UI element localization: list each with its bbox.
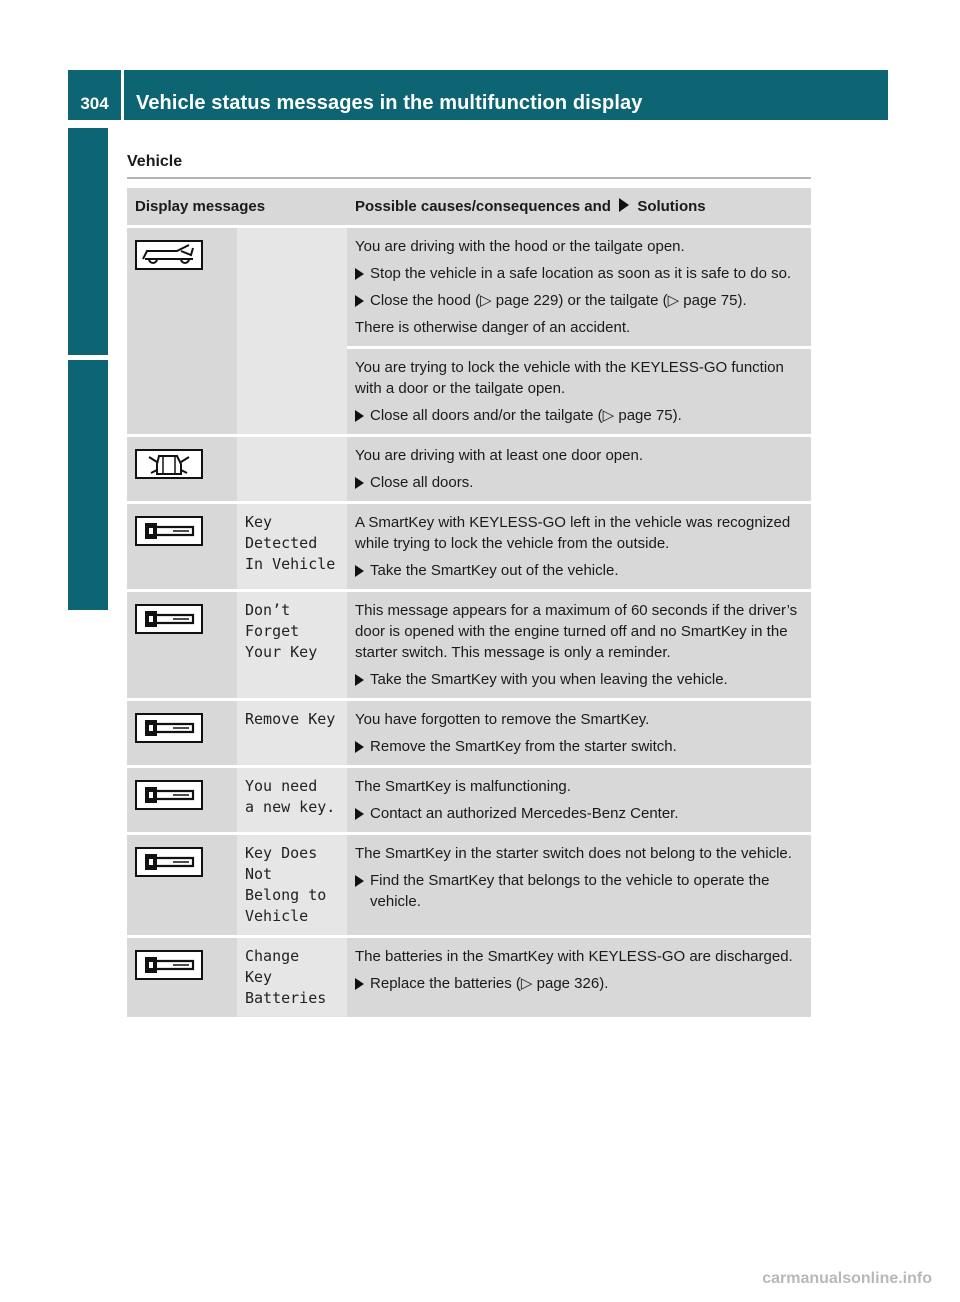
solution-step	[355, 472, 803, 493]
cause-text: You are driving with at least one door open.	[355, 447, 643, 464]
smartkey-icon-glyph	[137, 952, 201, 978]
display-message-cell	[237, 767, 347, 834]
page-title: Vehicle status messages in the multifunction display	[136, 92, 643, 114]
solution-cell	[347, 436, 811, 503]
icon-cell	[127, 937, 237, 1019]
cause-text: There is otherwise danger of an accident.	[355, 319, 631, 336]
col-solutions-text: Possible causes/consequences and	[355, 198, 611, 215]
smartkey-icon-glyph	[137, 715, 201, 741]
icon-cell	[127, 503, 237, 591]
step-text: Contact an authorized Mercedes-Benz Center.	[370, 805, 679, 822]
door-open-icon-glyph	[137, 451, 201, 477]
icon-cell	[127, 834, 237, 937]
hood-tailgate-open-icon	[135, 240, 203, 270]
solution-cell	[347, 937, 811, 1019]
smartkey-icon-glyph	[137, 518, 201, 544]
solution-cell	[347, 767, 811, 834]
solution-cell	[347, 834, 811, 937]
cause-text: You are driving with the hood or the tailgate open.	[355, 238, 685, 255]
icon-cell	[127, 767, 237, 834]
step-arrow-icon	[355, 674, 364, 686]
display-message-cell	[237, 503, 347, 591]
step-text: Replace the batteries (▷ page 326).	[370, 975, 609, 992]
section-title: Vehicle	[127, 153, 811, 179]
cause-text: This message appears for a maximum of 60 seconds if the driver’s door is opened with the engine turned off and no SmartKey in the starter switch. This message is only a reminder.	[355, 602, 798, 661]
solution-step	[355, 870, 803, 912]
table-header-row	[127, 188, 811, 227]
col-solutions-tail: Solutions	[637, 198, 706, 215]
step-arrow-icon	[355, 875, 364, 887]
table-row	[127, 700, 811, 767]
step-text: Stop the vehicle in a safe location as soon as it is safe to do so.	[370, 265, 792, 282]
display-message-cell	[237, 591, 347, 700]
smartkey-icon-glyph	[137, 782, 201, 808]
smartkey-icon	[135, 516, 203, 546]
step-arrow-icon	[355, 741, 364, 753]
display-message-cell	[237, 436, 347, 503]
solution-step	[355, 736, 803, 757]
solution-cell	[347, 227, 811, 348]
smartkey-icon	[135, 780, 203, 810]
status-messages-table	[127, 188, 811, 1020]
solution-arrow-icon	[619, 198, 629, 212]
step-arrow-icon	[355, 978, 364, 990]
step-arrow-icon	[355, 410, 364, 422]
step-text: Close all doors.	[370, 474, 474, 491]
display-message-text: Key Does Not Belong to Vehicle	[245, 844, 327, 925]
table-row	[127, 436, 811, 503]
display-message-cell	[237, 937, 347, 1019]
step-arrow-icon	[355, 565, 364, 577]
page-number: 304	[68, 70, 124, 120]
solution-step	[355, 669, 803, 690]
solution-step	[355, 973, 803, 994]
cause-text: The batteries in the SmartKey with KEYLESS-GO are discharged.	[355, 948, 793, 965]
display-message-cell	[237, 227, 347, 436]
solution-step	[355, 405, 803, 426]
solution-cell	[347, 348, 811, 436]
col-display-messages: Display messages	[127, 188, 347, 227]
table-row	[127, 503, 811, 591]
step-text: Close all doors and/or the tailgate (▷ page 75).	[370, 407, 682, 424]
side-tab-label: Practical hints	[76, 416, 99, 554]
solution-step	[355, 263, 803, 284]
table-row	[127, 937, 811, 1019]
step-arrow-icon	[355, 295, 364, 307]
cause-text: The SmartKey in the starter switch does not belong to the vehicle.	[355, 845, 792, 862]
icon-cell	[127, 591, 237, 700]
display-message-text: You need a new key.	[245, 777, 336, 816]
solution-cell	[347, 591, 811, 700]
smartkey-icon	[135, 950, 203, 980]
step-text: Take the SmartKey with you when leaving the vehicle.	[370, 671, 728, 688]
table-row	[127, 767, 811, 834]
display-message-text: Key Detected In Vehicle	[245, 513, 336, 573]
smartkey-icon	[135, 847, 203, 877]
cause-text: You are trying to lock the vehicle with the KEYLESS-GO function with a door or the tailgate open.	[355, 359, 784, 397]
step-text: Find the SmartKey that belongs to the vehicle to operate the vehicle.	[370, 872, 770, 910]
icon-cell	[127, 700, 237, 767]
cause-text: The SmartKey is malfunctioning.	[355, 778, 571, 795]
display-message-text: Change Key Batteries	[245, 947, 327, 1007]
smartkey-icon-glyph	[137, 849, 201, 875]
display-message-text: Remove Key	[245, 710, 336, 728]
table-row	[127, 227, 811, 348]
smartkey-icon-glyph	[137, 606, 201, 632]
table-row	[127, 834, 811, 937]
step-arrow-icon	[355, 477, 364, 489]
step-text: Remove the SmartKey from the starter switch.	[370, 738, 677, 755]
cause-text: You have forgotten to remove the SmartKey.	[355, 711, 650, 728]
display-message-text: Don’t Forget Your Key	[245, 601, 318, 661]
step-arrow-icon	[355, 268, 364, 280]
step-text: Take the SmartKey out of the vehicle.	[370, 562, 619, 579]
display-message-cell	[237, 834, 347, 937]
col-solutions	[347, 188, 811, 227]
step-text: Close the hood (▷ page 229) or the tailgate (▷ page 75).	[370, 292, 747, 309]
smartkey-icon	[135, 713, 203, 743]
smartkey-icon	[135, 604, 203, 634]
watermark: carmanualsonline.info	[762, 1270, 932, 1287]
display-message-cell	[237, 700, 347, 767]
icon-cell	[127, 227, 237, 436]
page-header	[68, 70, 888, 120]
solution-cell	[347, 700, 811, 767]
table-body	[127, 227, 811, 1019]
solution-step	[355, 560, 803, 581]
solution-step	[355, 290, 803, 311]
hood-tailgate-open-icon-glyph	[137, 242, 201, 268]
door-open-icon	[135, 449, 203, 479]
step-arrow-icon	[355, 808, 364, 820]
cause-text: A SmartKey with KEYLESS-GO left in the vehicle was recognized while trying to lock the vehicle from the outside.	[355, 514, 791, 552]
solution-step	[355, 803, 803, 824]
table-row	[127, 591, 811, 700]
icon-cell	[127, 436, 237, 503]
solution-cell	[347, 503, 811, 591]
